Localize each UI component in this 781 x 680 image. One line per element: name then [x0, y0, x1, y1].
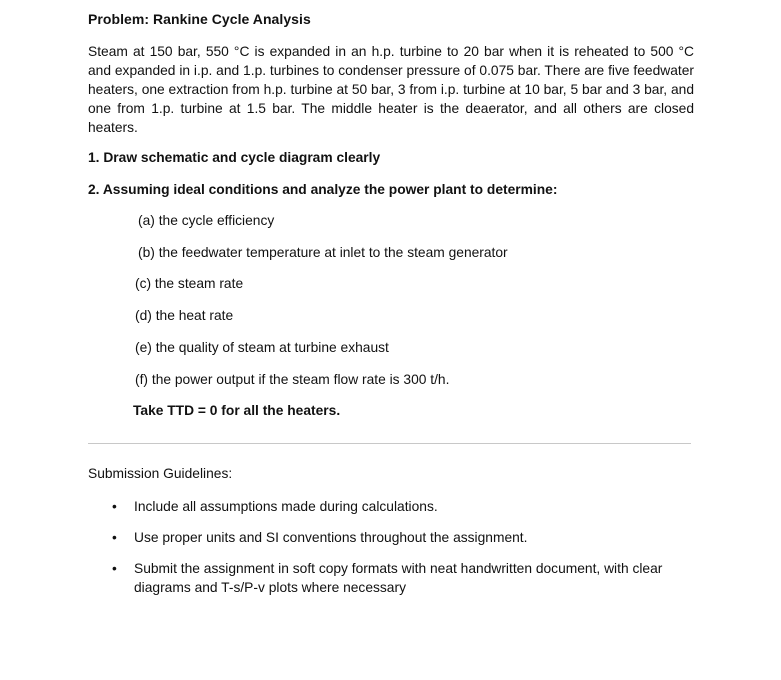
question-2: 2. Assuming ideal conditions and analyze the power plant to determine: [88, 182, 558, 197]
guideline-text: Submit the assignment in soft copy formats with neat handwritten document, with clear diagrams and T-s/P-v plots where necessary [134, 561, 663, 595]
question-part-b: (b) the feedwater temperature at inlet to the steam generator [138, 245, 508, 260]
guideline-item [112, 497, 687, 516]
guideline-item [112, 528, 687, 547]
question-1: 1. Draw schematic and cycle diagram clearly [88, 150, 381, 165]
problem-description: Steam at 150 bar, 550 °C is expanded in an h.p. turbine to 20 bar when it is reheated to 500 °C and expanded in i.p. and 1.p. turbines to condenser pressure of 0.075 bar. There are five feedwater heaters, one extraction from h.p. turbine at 50 bar, 3 from i.p. turbine at 10 bar, 5 bar and 3 bar, and one from 1.p. turbine at 1.5 bar. The middle heater is the deaerator, and all others are closed heaters. [88, 44, 694, 135]
bullet-icon: • [112, 499, 117, 514]
question-part-f: (f) the power output if the steam flow rate is 300 t/h. [135, 372, 450, 387]
question-part-c: (c) the steam rate [135, 276, 244, 291]
question-part-d: (d) the heat rate [135, 308, 234, 323]
guideline-text: Include all assumptions made during calculations. [134, 499, 438, 514]
ttd-note: Take TTD = 0 for all the heaters. [133, 403, 341, 418]
section-divider [88, 443, 691, 444]
question-part-e: (e) the quality of steam at turbine exhaust [135, 340, 389, 355]
guideline-item [112, 559, 687, 597]
problem-title: Problem: Rankine Cycle Analysis [88, 11, 311, 27]
guideline-text: Use proper units and SI conventions throughout the assignment. [134, 530, 528, 545]
guidelines-title: Submission Guidelines: [88, 466, 233, 481]
bullet-icon: • [112, 561, 117, 576]
bullet-icon: • [112, 530, 117, 545]
question-part-a: (a) the cycle efficiency [138, 213, 275, 228]
